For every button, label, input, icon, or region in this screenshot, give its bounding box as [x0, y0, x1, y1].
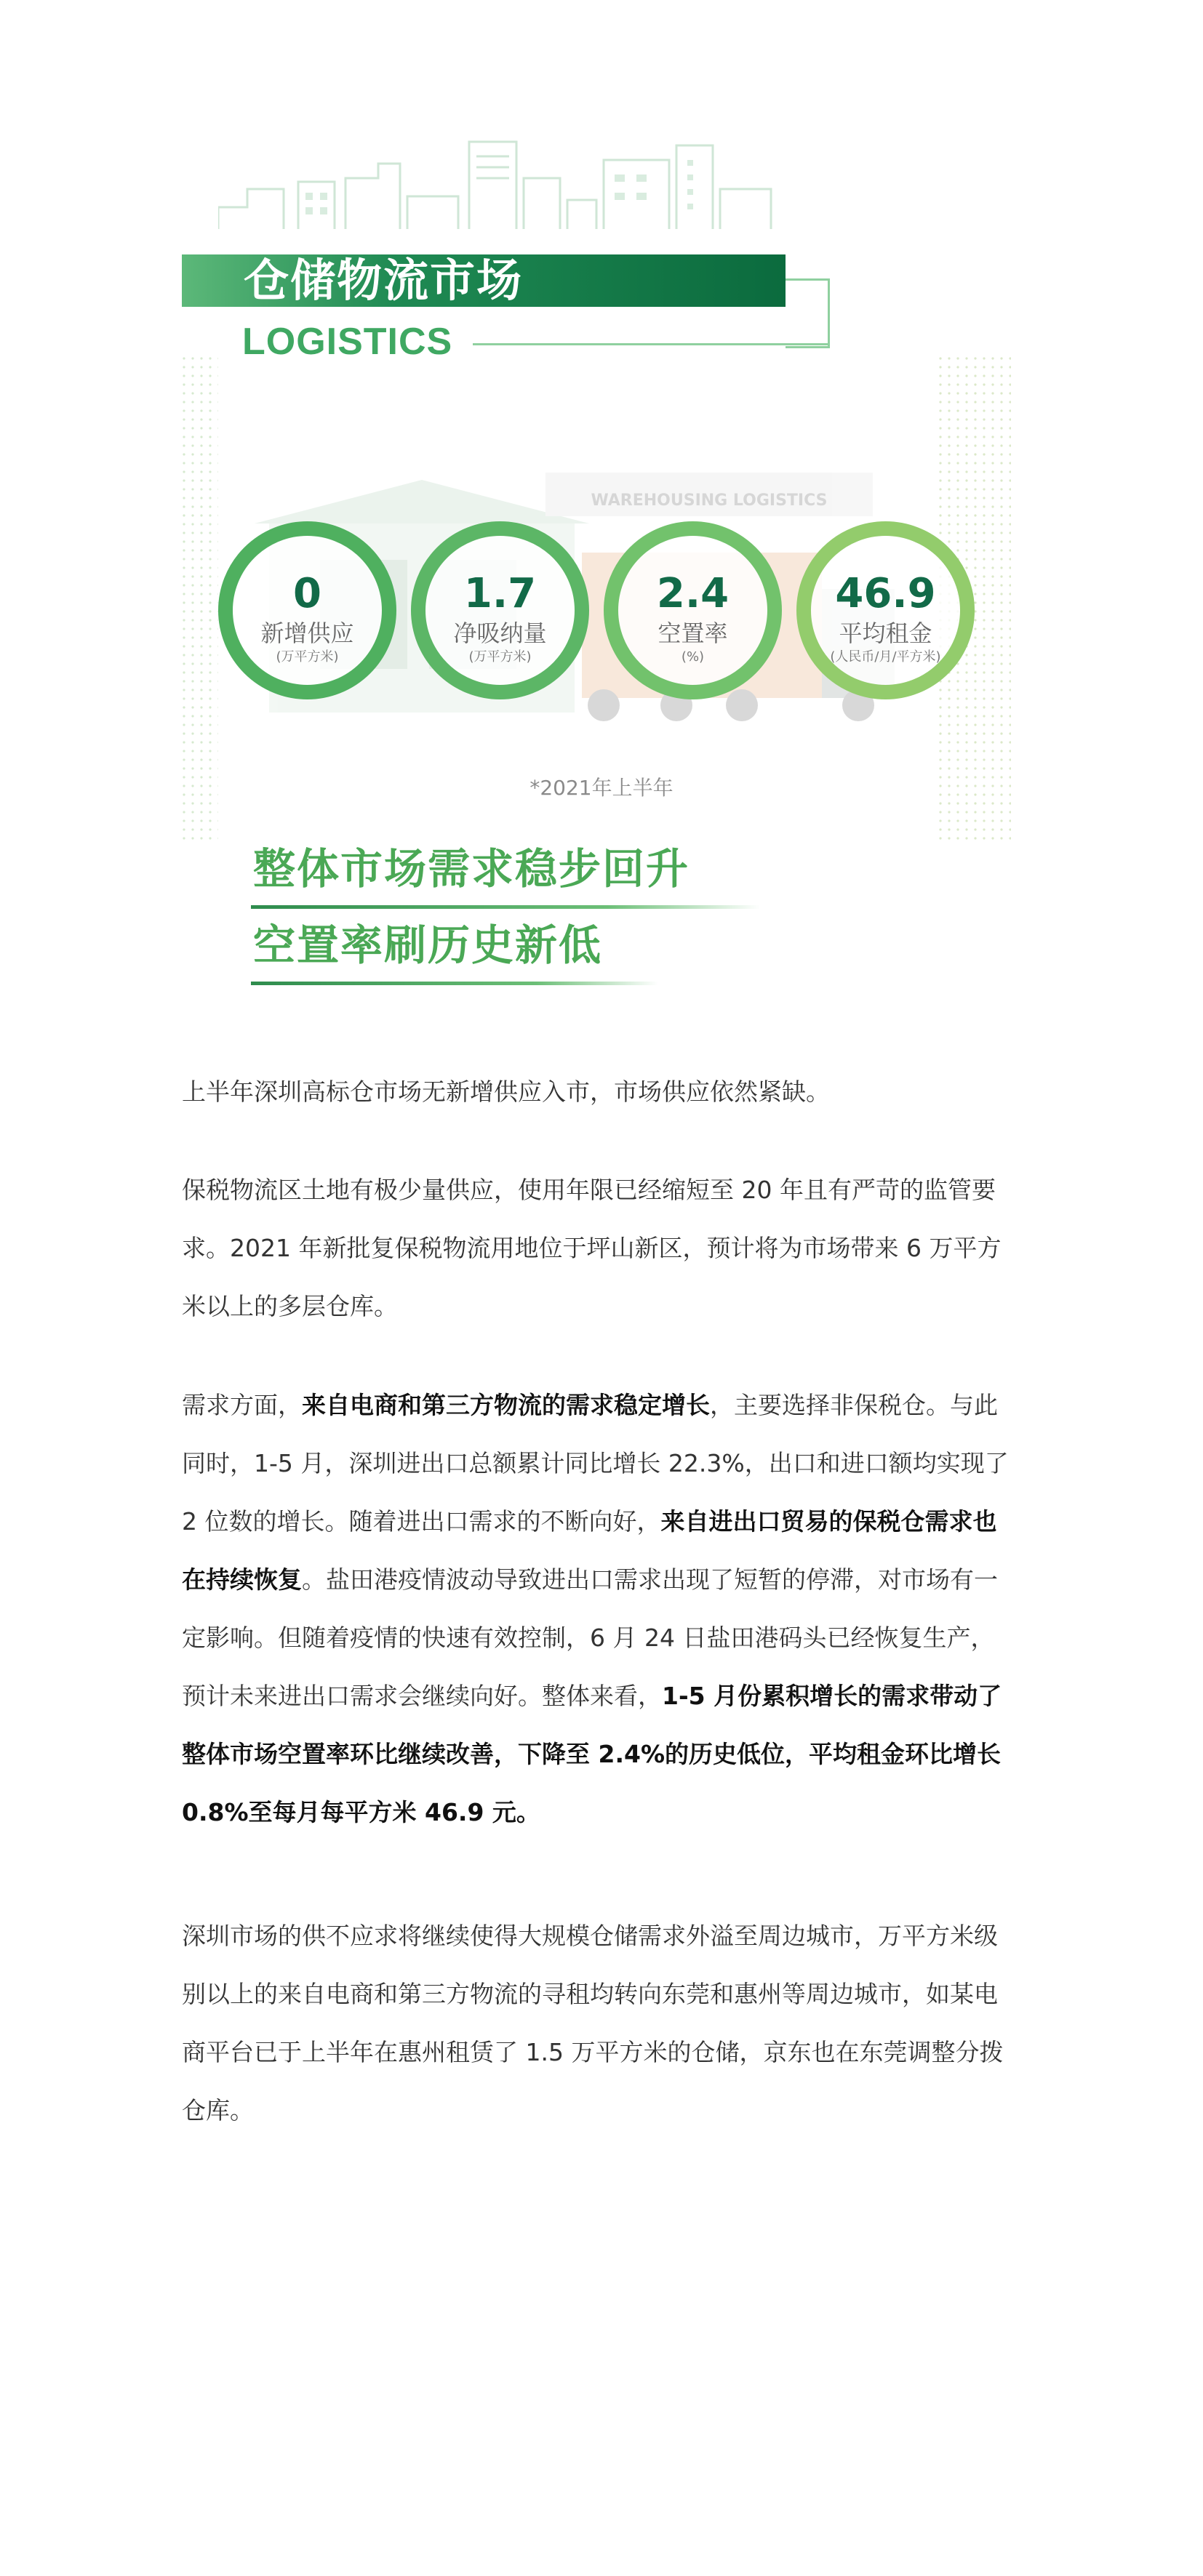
- text-run: 需求方面，: [182, 1391, 302, 1419]
- skyline-illustration: [218, 138, 786, 233]
- emphasis-run: 来自进出口贸易的保税仓需求也在持续恢复: [182, 1507, 997, 1594]
- metric-value: 1.7: [463, 570, 537, 617]
- paragraph-demand: [182, 1376, 1018, 1842]
- text-run: ，主要选择非保税仓。与此同时，1-5 月，深圳进出口总额累计同比增长 22.3%，出口和进口额均实现了 2 位数的增长。随着进出口需求的不断向好，: [182, 1391, 1009, 1536]
- metric-label: 净吸纳量: [453, 619, 547, 647]
- metric-unit: (万平方米): [468, 649, 532, 665]
- metric-unit: (人民币/月/平方米): [830, 649, 941, 665]
- metric-unit: (万平方米): [276, 649, 339, 665]
- section-subtitle: LOGISTICS: [242, 321, 453, 363]
- text-run: 。盐田港疫情波动导致进出口需求出现了短暂的停滞，对市场有一定影响。但随着疫情的快速有效控制，6 月 24 日盐田港码头已经恢复生产，预计未来进出口需求会继续向好。整体来看，: [182, 1565, 998, 1710]
- decorative-frame: [786, 278, 830, 348]
- dot-pattern-left: [182, 356, 218, 843]
- paragraph-supply: 上半年深圳高标仓市场无新增供应入市，市场供应依然紧缺。: [182, 1078, 830, 1106]
- metric-label: 新增供应: [260, 619, 354, 647]
- metric-average-rent: [796, 521, 975, 699]
- metric-new-supply: [218, 521, 396, 699]
- metric-label: 平均租金: [839, 619, 932, 647]
- headline-underline: [251, 982, 658, 985]
- paragraph-bonded-land: 保税物流区土地有极少量供应，使用年限已经缩短至 20 年且有严苛的监管要求。2021 年新批复保税物流用地位于坪山新区，预计将为市场带来 6 万平方米以上的多层仓库。: [182, 1176, 1002, 1320]
- subtitle-rule: [473, 343, 829, 345]
- headline-demand: 整体市场需求稳步回升: [253, 844, 690, 894]
- metric-unit: (%): [681, 649, 705, 665]
- metric-value: 2.4: [656, 570, 730, 617]
- metric-label: 空置率: [658, 619, 728, 647]
- emphasis-run: 1-5 月份累积增长的需求带动了整体市场空置率环比继续改善，下降至 2.4%的历史低位，平均租金环比增长 0.8%至每月每平方米 46.9 元。: [182, 1682, 1002, 1826]
- headline-underline: [251, 905, 760, 909]
- period-note: *2021年上半年: [529, 776, 674, 800]
- paragraph-spillover: 深圳市场的供不应求将继续使得大规模仓储需求外溢至周边城市，万平方米级别以上的来自电商和第三方物流的寻租均转向东莞和惠州等周边城市，如某电商平台已于上半年在惠州租赁了 1.5 万平方米的仓储，京东也在东莞调整分拨仓库。: [182, 1922, 1004, 2124]
- metric-value: 46.9: [835, 570, 936, 617]
- section-title: 仓储物流市场: [244, 254, 524, 307]
- headline-vacancy: 空置率刷历史新低: [253, 920, 603, 970]
- metric-value: 0: [293, 570, 321, 617]
- metric-net-absorption: [411, 521, 589, 699]
- metric-vacancy-rate: [604, 521, 782, 699]
- warehouse-watermark: WAREHOUSING LOGISTICS: [591, 491, 828, 510]
- emphasis-run: 来自电商和第三方物流的需求稳定增长: [302, 1391, 710, 1419]
